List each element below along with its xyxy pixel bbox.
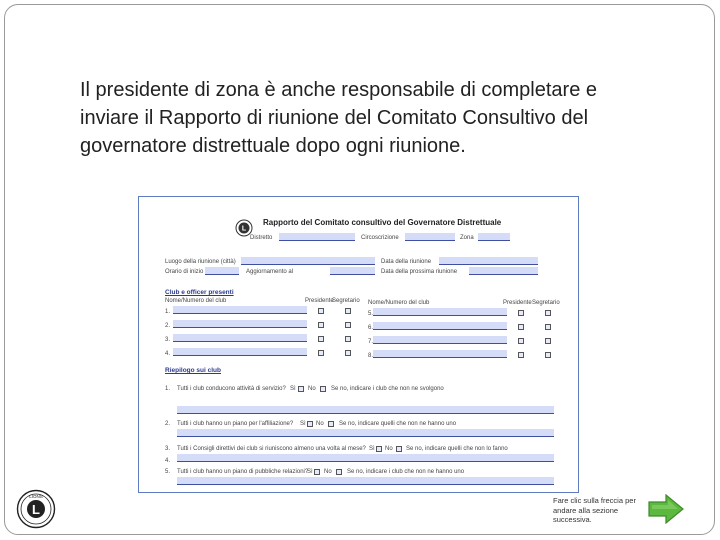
checkbox-presidente[interactable] [518,338,524,344]
field-data-riunione[interactable] [439,257,538,265]
summary-field[interactable] [177,477,554,485]
club-row[interactable] [173,348,307,356]
checkbox-presidente[interactable] [518,324,524,330]
col-segretario-left: Segretario [332,298,360,304]
col-presidente-right: Presidente [503,300,532,306]
label-no: No [316,421,324,427]
row-num: 6. [368,325,374,331]
row-num: 2. [165,323,171,329]
label-prossima: Data della prossima riunione [381,269,458,275]
checkbox-presidente[interactable] [318,308,324,314]
row-num: 8. [368,353,374,359]
col-presidente-left: Presidente [305,298,334,304]
summary-followup: Se no, indicare quelli che non lo fanno [406,446,508,452]
summary-followup: Se no, indicare i club che non ne hanno uno [347,469,465,475]
club-row[interactable] [373,350,507,358]
next-arrow-button[interactable] [648,494,684,524]
checkbox-segretario[interactable] [545,352,551,358]
checkbox-segretario[interactable] [345,336,351,342]
club-row[interactable] [173,306,307,314]
svg-text:L: L [241,225,247,233]
row-num: 7. [368,339,374,345]
checkbox-segretario[interactable] [345,350,351,356]
row-num: 3. [165,337,171,343]
summary-question: Tutti i club hanno un piano per l'affiliazione? [177,421,294,427]
checkbox-presidente[interactable] [518,352,524,358]
summary-num: 3. [165,446,171,452]
summary-followup: Se no, indicare quelli che non ne hanno uno [339,421,457,427]
section-riepilogo: Riepilogo sui club [165,367,221,374]
label-si: Sì [369,446,375,452]
col-nome-right: Nome/Numero del club [368,300,430,306]
label-data-riunione: Data della riunione [381,259,432,265]
label-no: No [308,386,316,392]
club-row[interactable] [173,320,307,328]
club-row[interactable] [373,322,507,330]
summary-question: Tutti i Consigli direttivi dei club si riuniscono almeno una volta al mese? [177,446,366,452]
col-nome-left: Nome/Numero del club [165,298,227,304]
checkbox-segretario[interactable] [545,338,551,344]
summary-num: 2. [165,421,171,427]
summary-num: 5. [165,469,171,475]
checkbox-presidente[interactable] [318,322,324,328]
main-text: Il presidente di zona è anche responsabile di completare e inviare il Rapporto di riunione del Comitato Consultivo del governatore distrettuale dopo ogni riunione. [80,79,597,157]
form-title: Rapporto del Comitato consultivo del Governatore Distrettuale [263,218,502,227]
summary-num: 4. [165,458,171,464]
summary-field[interactable] [177,429,554,437]
label-no: No [385,446,393,452]
summary-num: 1. [165,386,171,392]
checkbox-no[interactable] [328,421,334,427]
checkbox-si[interactable] [314,469,320,475]
svg-text:L: L [32,502,40,517]
checkbox-presidente[interactable] [318,350,324,356]
label-si: Sì [300,421,306,427]
summary-followup: Se no, indicare i club che non ne svolgono [331,386,444,392]
checkbox-no[interactable] [320,386,326,392]
label-zona: Zona [460,235,474,241]
field-luogo[interactable] [241,257,375,265]
report-form-image [138,196,579,493]
field-aggiornamento[interactable] [330,267,375,275]
col-segretario-right: Segretario [532,300,560,306]
summary-field[interactable] [177,406,554,414]
label-circoscrizione: Circoscrizione [361,235,399,241]
checkbox-si[interactable] [307,421,313,427]
checkbox-segretario[interactable] [345,308,351,314]
checkbox-si[interactable] [298,386,304,392]
label-si: Sì [307,469,313,475]
club-row[interactable] [173,334,307,342]
label-aggiornamento: Aggiornamento al [246,269,294,275]
label-si: Sì [290,386,296,392]
field-distretto[interactable] [279,233,355,241]
hint-text: Fare clic sulla freccia per andare alla sezione successiva. [553,496,636,525]
row-num: 1. [165,309,171,315]
summary-field[interactable] [177,454,554,462]
club-row[interactable] [373,336,507,344]
label-orario: Orario di inizio [165,269,204,275]
checkbox-segretario[interactable] [345,322,351,328]
checkbox-segretario[interactable] [545,310,551,316]
label-no: No [324,469,332,475]
label-luogo: Luogo della riunione (città) [165,259,236,265]
field-orario[interactable] [205,267,239,275]
row-num: 4. [165,351,171,357]
checkbox-no[interactable] [336,469,342,475]
lions-logo-text: LIONS [29,494,43,499]
checkbox-presidente[interactable] [318,336,324,342]
label-distretto: Distretto [250,235,273,241]
row-num: 5. [368,311,374,317]
field-zona[interactable] [478,233,510,241]
checkbox-presidente[interactable] [518,310,524,316]
checkbox-no[interactable] [396,446,402,452]
field-circoscrizione[interactable] [405,233,455,241]
section-club-officer: Club e officer presenti [165,289,234,296]
field-prossima-riunione[interactable] [469,267,538,275]
checkbox-si[interactable] [376,446,382,452]
lions-logo-icon [16,489,56,529]
checkbox-segretario[interactable] [545,324,551,330]
club-row[interactable] [373,308,507,316]
summary-question: Tutti i club conducono attività di servizio? [177,386,286,392]
summary-question: Tutti i club hanno un piano di pubbliche relazioni? [177,469,309,475]
